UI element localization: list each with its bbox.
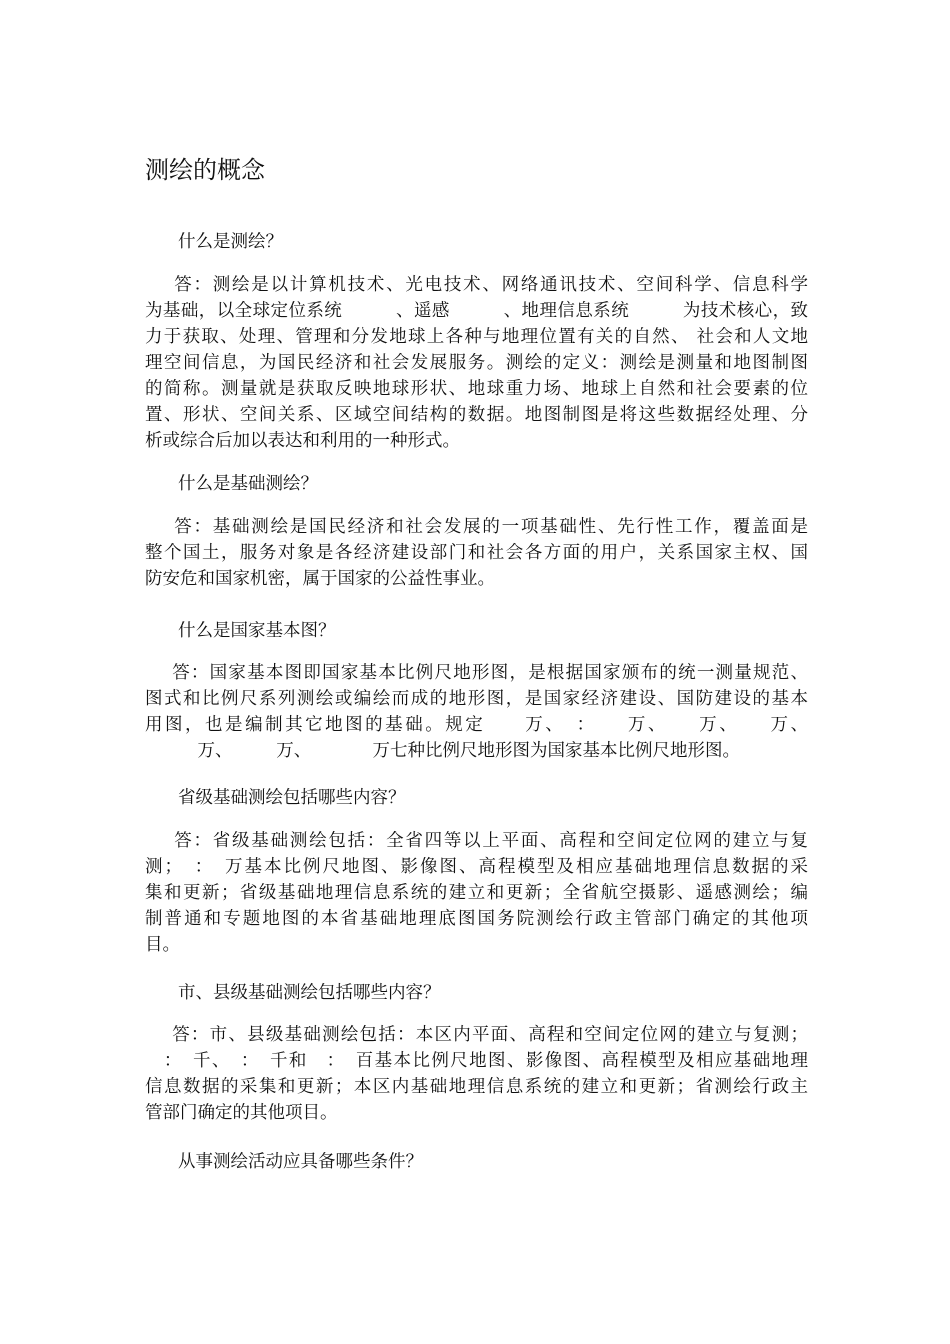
answer-line: 制普通和专题地图的本省基础地理底图国务院测绘行政主管部门确定的其他项 [145,909,808,929]
answer-paragraph [145,660,808,764]
answer-line: 为基础，以全球定位系统 、遥感 、地理信息系统 为技术核心，致 [145,301,808,321]
answer-line: 图式和比例尺系列测绘或编绘而成的地形图，是国家经济建设、国防建设的基本 [145,689,808,709]
answer-paragraph [145,828,808,958]
answer-line: 整个国土，服务对象是各经济建设部门和社会各方面的用户，关系国家主权、国 [145,543,808,563]
answer-line: 答：基础测绘是国民经济和社会发展的一项基础性、先行性工作，覆盖面是 [145,517,808,537]
answer-line: 答：省级基础测绘包括：全省四等以上平面、高程和空间定位网的建立与复 [145,831,808,851]
answer-line: 答：国家基本图即国家基本比例尺地形图，是根据国家颁布的统一测量规范、 [145,663,808,683]
answer-paragraph [145,1022,808,1126]
answer-line: 理空间信息，为国民经济和社会发展服务。测绘的定义：测绘是测量和地图制图 [145,353,808,373]
answer-line: 管部门确定的其他项目。 [145,1103,338,1123]
answer-line: 目。 [145,935,180,955]
page-title: 测绘的概念 [145,156,265,184]
answer-line: 答：测绘是以计算机技术、光电技术、网络通讯技术、空间科学、信息科学 [145,275,808,295]
question-heading: 什么是测绘？ [178,232,283,252]
question-heading: 省级基础测绘包括哪些内容？ [178,788,406,808]
answer-line: 集和更新；省级基础地理信息系统的建立和更新；全省航空摄影、遥感测绘；编 [145,883,808,903]
answer-line: 的简称。测量就是获取反映地球形状、地球重力场、地球上自然和社会要素的位 [145,379,808,399]
answer-line: 万、 万、 万七种比例尺地形图为国家基本比例尺地形图。 [145,741,740,761]
question-heading: 市、县级基础测绘包括哪些内容？ [178,983,441,1003]
answer-line: 析或综合后加以表达和利用的一种形式。 [145,431,460,451]
answer-line: 测； ： 万基本比例尺地图、影像图、高程模型及相应基础地理信息数据的采 [145,857,808,877]
question-heading: 什么是基础测绘？ [178,474,318,494]
question-heading: 从事测绘活动应具备哪些条件？ [178,1152,423,1172]
answer-line: 用图，也是编制其它地图的基础。规定 万、 ： 万、 万、 万、 [145,715,808,735]
answer-line: 置、形状、空间关系、区域空间结构的数据。地图制图是将这些数据经处理、分 [145,405,808,425]
answer-paragraph [145,514,808,592]
answer-line: 信息数据的采集和更新；本区内基础地理信息系统的建立和更新；省测绘行政主 [145,1077,808,1097]
answer-line: 防安危和国家机密，属于国家的公益性事业。 [145,569,495,589]
answer-paragraph [145,272,808,454]
answer-line: ： 千、 ： 千和 ： 百基本比例尺地图、影像图、高程模型及相应基础地理 [145,1051,808,1071]
question-heading: 什么是国家基本图？ [178,621,336,641]
answer-line: 答：市、县级基础测绘包括：本区内平面、高程和空间定位网的建立与复测； [145,1025,808,1045]
answer-line: 力于获取、处理、管理和分发地球上各种与地理位置有关的自然、 社会和人文地 [145,327,808,347]
